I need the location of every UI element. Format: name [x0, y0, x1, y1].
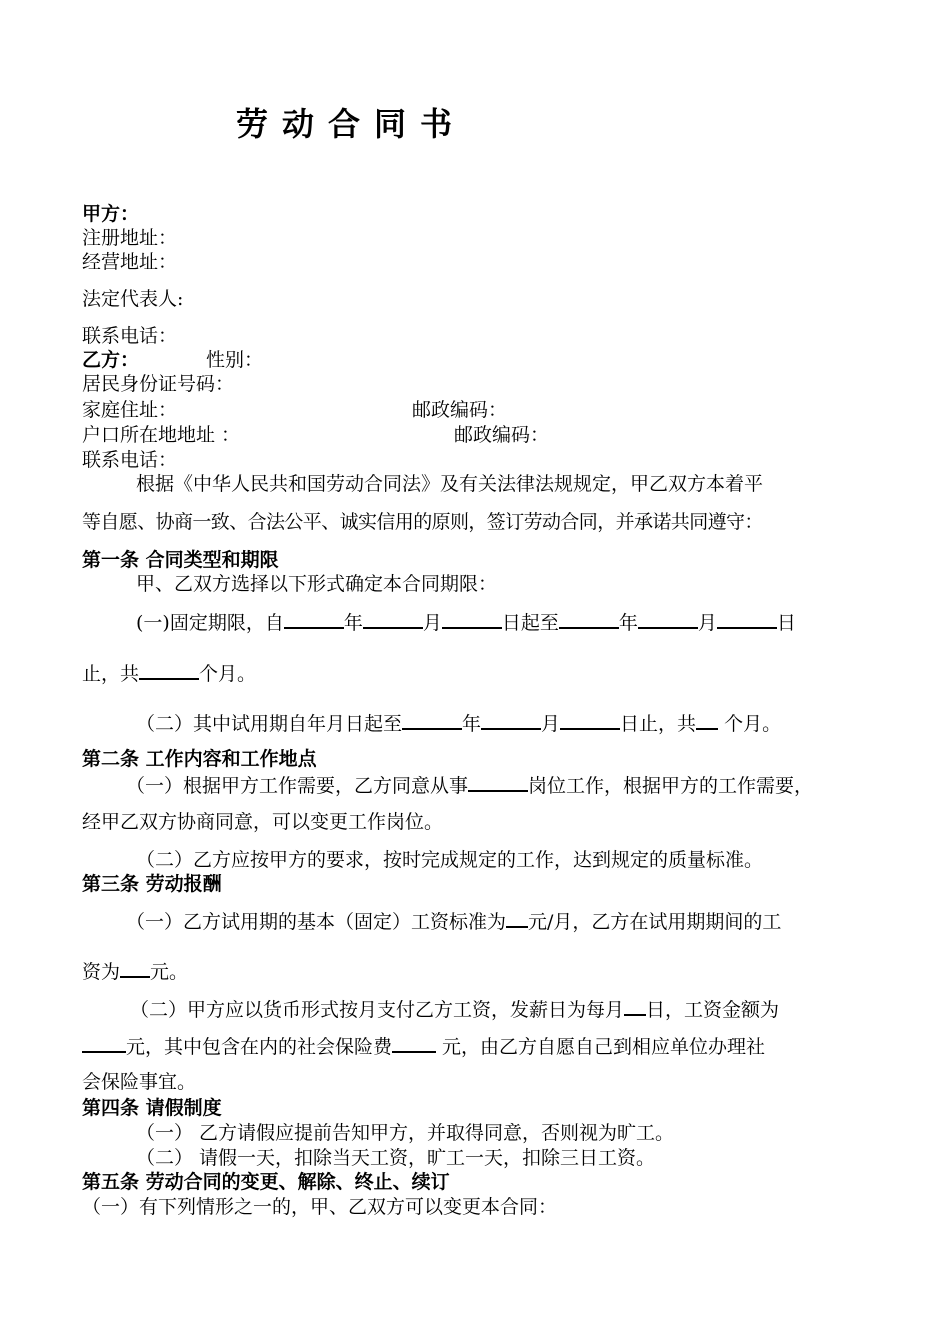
article-3-item-2 [130, 996, 779, 1022]
total-months-blank[interactable] [139, 660, 199, 680]
article-3-heading: 第三条 劳动报酬 [82, 873, 222, 895]
preamble-line-1: 根据《中华人民共和国劳动合同法》及有关法律法规规定，甲乙双方本着平 [136, 473, 764, 495]
year-text: 年 [462, 713, 482, 735]
item-2-rest: 日，工资金额为 [646, 999, 780, 1021]
article-4-heading: 第四条 请假制度 [82, 1097, 222, 1119]
preamble-line-2: 等自愿、协商一致、合法公平、诚实信用的原则，签订劳动合同，并承诺共同遵守： [82, 511, 763, 533]
end-month-blank[interactable] [638, 609, 698, 629]
article-1-fixed-term [136, 609, 796, 635]
article-3-item-2-cont [82, 1033, 765, 1059]
probation-year-blank[interactable] [402, 710, 462, 730]
item-1-rest: 元/月，乙方在试用期期间的工 [528, 911, 782, 933]
article-1-probation [136, 710, 781, 736]
item-2-lead: （二）甲方应以货币形式按月支付乙方工资，发薪日为每月 [130, 999, 625, 1021]
months-text: 个月。 [199, 663, 257, 685]
item-1-rest: 岗位工作，根据甲方的工作需要， [528, 775, 814, 797]
article-2-item-1-cont: 经甲乙双方协商同意，可以变更工作岗位。 [82, 811, 444, 833]
article-2-heading: 第二条 工作内容和工作地点 [82, 748, 317, 770]
start-year-blank[interactable] [284, 609, 344, 629]
position-blank[interactable] [468, 772, 528, 792]
payday-blank[interactable] [624, 996, 646, 1016]
year-text: 年 [343, 612, 363, 634]
end-day-blank[interactable] [717, 609, 777, 629]
article-3-item-2-end: 会保险事宜。 [82, 1071, 197, 1093]
article-3-item-1 [126, 908, 781, 934]
article-3-item-1-cont [82, 958, 188, 984]
month-text: 月 [697, 612, 717, 634]
party-b-postcode-1: 邮政编码： [412, 399, 508, 421]
party-a-label: 甲方： [82, 203, 140, 225]
wage-amount-blank[interactable] [82, 1033, 126, 1053]
probation-months-blank[interactable] [696, 710, 718, 730]
article-2-item-2: （二）乙方应按甲方的要求，按时完成规定的工作，达到规定的质量标准。 [136, 849, 764, 871]
probation-pay-blank[interactable] [120, 958, 150, 978]
probation-day-text: 日止，共 [620, 713, 697, 735]
item-2-insurance-lead: 元，其中包含在内的社会保险费 [126, 1036, 393, 1058]
probation-months-text: 个月。 [718, 713, 782, 735]
fixed-term-lead: (一)固定期限，自 [136, 612, 284, 634]
wage-lead: 资为 [82, 961, 121, 983]
article-4-item-2: （二） 请假一天，扣除当天工资，旷工一天，扣除三日工资。 [136, 1147, 656, 1169]
article-4-item-1: （一） 乙方请假应提前告知甲方，并取得同意，否则视为旷工。 [136, 1122, 675, 1144]
day-text: 日 [776, 612, 796, 634]
fixed-term-total-lead: 止，共 [82, 663, 140, 685]
party-b-hukou-address: 户口所在地地址 ： [82, 424, 241, 446]
party-a-legal-rep: 法定代表人: [82, 288, 184, 310]
party-a-phone: 联系电话： [82, 325, 178, 347]
insurance-amount-blank[interactable] [392, 1033, 436, 1053]
start-month-blank[interactable] [363, 609, 423, 629]
end-year-blank[interactable] [559, 609, 619, 629]
article-1-heading: 第一条 合同类型和期限 [82, 549, 279, 571]
year-text: 年 [618, 612, 638, 634]
probation-month-blank[interactable] [481, 710, 541, 730]
item-1-lead: （一）根据甲方工作需要，乙方同意从事 [126, 775, 469, 797]
article-5-heading: 第五条 劳动合同的变更、解除、终止、续订 [82, 1171, 450, 1193]
document-title: 劳动合同书 [236, 105, 467, 143]
start-day-blank[interactable] [442, 609, 502, 629]
party-b-home-address: 家庭住址： [82, 399, 178, 421]
party-b-gender: 性别： [206, 349, 264, 371]
party-b-label: 乙方： [82, 349, 140, 371]
party-b-phone: 联系电话： [82, 449, 178, 471]
wage-unit: 元。 [150, 961, 189, 983]
article-1-fixed-term-cont [82, 660, 256, 686]
item-2-insurance-rest: 元，由乙方自愿自己到相应单位办理社 [436, 1036, 766, 1058]
month-text: 月 [541, 713, 561, 735]
party-a-registered-address: 注册地址： [82, 227, 178, 249]
party-b-id-number: 居民身份证号码： [82, 373, 235, 395]
probation-wage-blank[interactable] [506, 908, 528, 928]
day-from-text: 日起至 [501, 612, 559, 634]
item-1-lead: （一）乙方试用期的基本（固定）工资标准为 [126, 911, 507, 933]
party-b-postcode-2: 邮政编码： [454, 424, 550, 446]
probation-day-blank[interactable] [560, 710, 620, 730]
month-text: 月 [422, 612, 442, 634]
article-2-item-1 [126, 772, 813, 798]
article-1-intro: 甲、乙双方选择以下形式确定本合同期限： [136, 573, 498, 595]
party-a-business-address: 经营地址： [82, 251, 178, 273]
article-5-item-1: （一）有下列情形之一的，甲、乙双方可以变更本合同： [82, 1196, 558, 1218]
probation-lead: （二）其中试用期自年月日起至 [136, 713, 403, 735]
